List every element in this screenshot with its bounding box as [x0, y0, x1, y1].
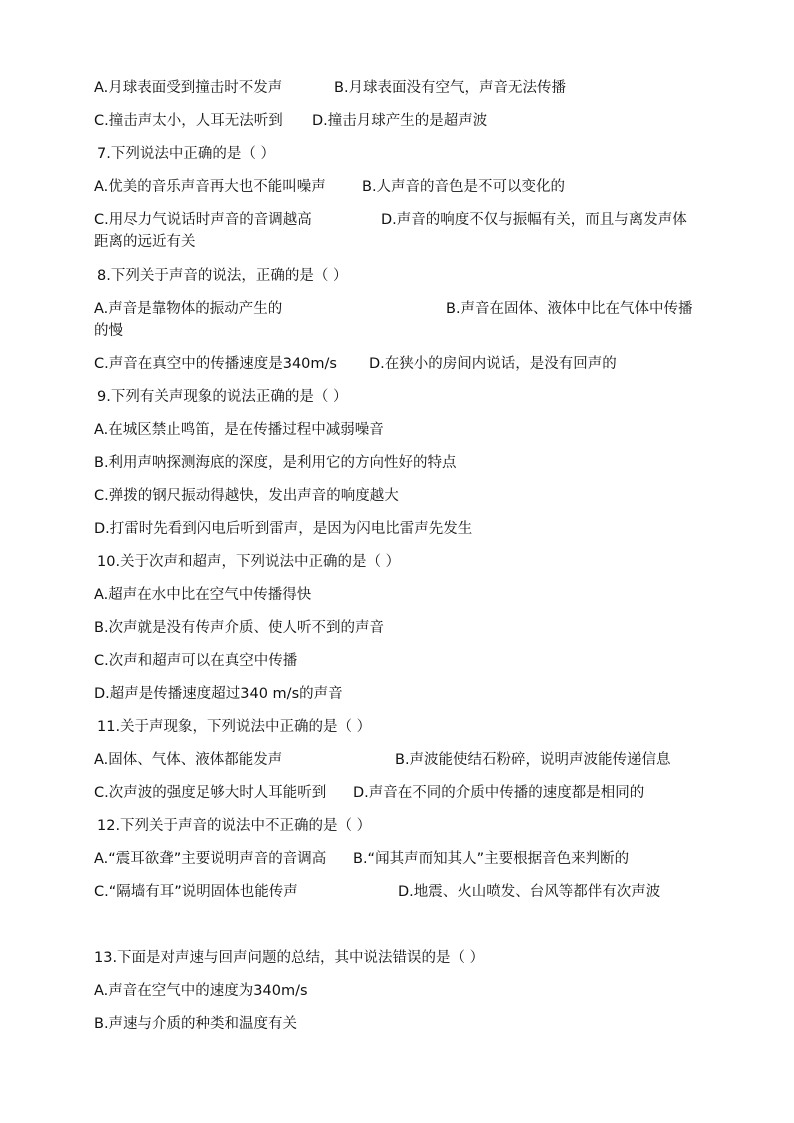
q10-option-d: D.超声是传播速度超过340 m/s的声音	[94, 686, 343, 702]
q8-option-a: A.声音是靠物体的振动产生的	[94, 301, 283, 317]
q8-option-b-continued: 的慢	[94, 323, 123, 339]
q13-option-b: B.声速与介质的种类和温度有关	[94, 1016, 298, 1032]
q10-stem: 10.关于次声和超声，下列说法中正确的是（ ）	[97, 554, 401, 570]
q11-option-b: B.声波能使结石粉碎，说明声波能传递信息	[395, 752, 671, 768]
q11-stem: 11.关于声现象，下列说法中正确的是（ ）	[97, 719, 372, 735]
q7-option-b: B.人声音的音色是不可以变化的	[362, 179, 566, 195]
q11-options-row-2	[94, 782, 645, 804]
q9-option-c: C.弹拨的钢尺振动得越快，发出声音的响度越大	[94, 488, 399, 504]
q9-stem: 9.下列有关声现象的说法正确的是（ ）	[97, 389, 348, 405]
q8-options-row-2	[94, 353, 617, 375]
q7-option-a: A.优美的音乐声音再大也不能叫噪声	[94, 179, 326, 195]
q12-option-c: C.“隔墙有耳”说明固体也能传声	[94, 884, 298, 900]
q13-stem: 13.下面是对声速与回声问题的总结，其中说法错误的是（ ）	[94, 950, 485, 966]
q12-option-b: B.“闻其声而知其人”主要根据音色来判断的	[353, 851, 630, 867]
q9-option-d: D.打雷时先看到闪电后听到雷声，是因为闪电比雷声先发生	[94, 521, 473, 537]
q6-option-a: A.月球表面受到撞击时不发声	[94, 80, 283, 96]
q7-options-row-2	[94, 209, 687, 231]
q11-option-c: C.次声波的强度足够大时人耳能听到	[94, 785, 327, 801]
q7-option-d: D.声音的响度不仅与振幅有关，而且与离发声体	[381, 212, 687, 228]
q11-option-a: A.固体、气体、液体都能发声	[94, 752, 283, 768]
q11-option-d: D.声音在不同的介质中传播的速度都是相同的	[353, 785, 645, 801]
q10-option-c: C.次声和超声可以在真空中传播	[94, 653, 298, 669]
q6-option-c: C.撞击声太小，人耳无法听到	[94, 113, 283, 129]
q6-options-row-1	[94, 77, 567, 99]
q10-option-a: A.超声在水中比在空气中传播得快	[94, 587, 312, 603]
q12-options-row-2	[94, 881, 661, 903]
q11-options-row-1	[94, 749, 671, 771]
q12-stem: 12.下列关于声音的说法中不正确的是（ ）	[97, 818, 372, 834]
q7-option-d-continued: 距离的远近有关	[94, 234, 196, 250]
q8-option-c: C.声音在真空中的传播速度是340m/s	[94, 356, 337, 372]
q8-option-d: D.在狭小的房间内说话，是没有回声的	[369, 356, 617, 372]
q8-option-b: B.声音在固体、液体中比在气体中传播	[446, 301, 693, 317]
q8-options-row-1	[94, 298, 693, 320]
q12-options-row-1	[94, 848, 630, 870]
q7-stem: 7.下列说法中正确的是（ ）	[97, 146, 275, 162]
q8-stem: 8.下列关于声音的说法，正确的是（ ）	[97, 268, 348, 284]
q7-option-c: C.用尽力气说话时声音的音调越高	[94, 212, 312, 228]
q9-option-b: B.利用声呐探测海底的深度，是利用它的方向性好的特点	[94, 455, 457, 471]
q12-option-a: A.“震耳欲聋”主要说明声音的音调高	[94, 851, 327, 867]
q10-option-b: B.次声就是没有传声介质、使人听不到的声音	[94, 620, 385, 636]
q6-option-b: B.月球表面没有空气，声音无法传播	[334, 80, 567, 96]
q13-option-a: A.声音在空气中的速度为340m/s	[94, 983, 308, 999]
q6-options-row-2	[94, 110, 488, 132]
q12-option-d: D.地震、火山喷发、台风等都伴有次声波	[398, 884, 661, 900]
q7-options-row-1	[94, 176, 566, 198]
q6-option-d: D.撞击月球产生的是超声波	[312, 113, 488, 129]
q9-option-a: A.在城区禁止鸣笛，是在传播过程中减弱噪音	[94, 422, 384, 438]
